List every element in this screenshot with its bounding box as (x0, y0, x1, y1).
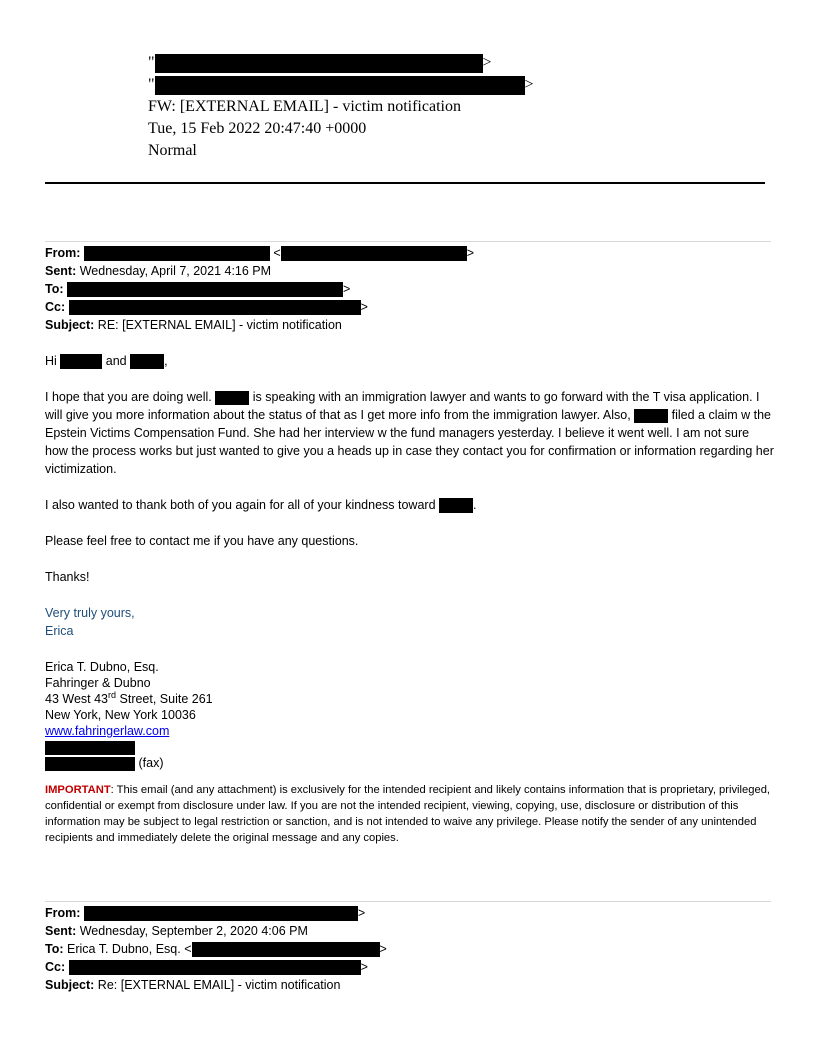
email2-cc-row: Cc: > (45, 960, 368, 974)
email1-subject-row: Subject: RE: [EXTERNAL EMAIL] - victim notification (45, 318, 342, 332)
email2-from-row: From: > (45, 906, 366, 920)
redaction-block (67, 282, 343, 297)
signature-city: New York, New York 10036 (45, 708, 196, 722)
redaction-block (634, 409, 668, 423)
redaction-block (60, 354, 102, 369)
email1-to-row: To: > (45, 282, 351, 296)
redaction-block (215, 391, 249, 405)
email1-subject-value: RE: [EXTERNAL EMAIL] - victim notification (97, 318, 342, 332)
signature-address: 43 West 43rd Street, Suite 261 (45, 689, 213, 706)
email1-paragraph-3: Please feel free to contact me if you have any questions. (45, 534, 359, 548)
header-importance-value: Normal (148, 142, 197, 159)
email1-closing: Very truly yours, (45, 606, 135, 620)
email1-paragraph-4: Thanks! (45, 570, 90, 584)
email1-sent-value: Wednesday, April 7, 2021 4:16 PM (79, 264, 272, 278)
email1-paragraph-2: I also wanted to thank both of you again for all of your kindness toward . (45, 498, 477, 512)
email-separator (45, 901, 771, 902)
redaction-block (45, 741, 135, 755)
email2-to-row: To: Erica T. Dubno, Esq. < > (45, 942, 387, 956)
email1-from-row: From: < > (45, 246, 475, 260)
redaction-block (439, 498, 473, 513)
redaction-block (84, 246, 270, 261)
redaction-block (130, 354, 164, 369)
email2-subject-value: Re: [EXTERNAL EMAIL] - victim notification (97, 978, 341, 992)
redaction-block (84, 906, 358, 921)
email1-paragraph-1: I hope that you are doing well. is speaking with an immigration lawyer and wants to go forward with the T visa application. I will give you more information about the status of that as I get more info from the immigration lawyer. Also, filed a claim w the Epstein Victims Compensation Fund. She had her interview w the fund managers yesterday. I believe it went well. I am not sure how the process works but just wanted to give you a heads up in case they contact you for confirmation or information regarding her victimization. (45, 390, 774, 476)
signature-name: Erica T. Dubno, Esq. (45, 660, 159, 674)
redaction-block (155, 76, 525, 95)
email1-greeting: Hi and , (45, 354, 168, 368)
disclaimer-text: : This email (and any attachment) is exclusively for the intended recipient and likely contains information that is proprietary, privileged, confidential or exempt from disclosure under law. If you are not the intended recipient, viewing, copying, use, disclosure or distribution of this information may be subject to legal restriction or sanction, and is not intended to waive any privilege. Please notify the sender of any unintended recipients and immediately delete the original message and any copies. (45, 784, 771, 844)
redaction-block (281, 246, 467, 261)
important-label: IMPORTANT (45, 784, 111, 796)
header-subject-value: FW: [EXTERNAL EMAIL] - victim notification (148, 98, 461, 115)
header-divider (45, 182, 765, 184)
redaction-block (192, 942, 380, 957)
redaction-block (155, 54, 483, 73)
redaction-block (69, 960, 361, 975)
email2-sent-row: Sent: Wednesday, September 2, 2020 4:06 PM (45, 924, 308, 938)
redaction-block (69, 300, 361, 315)
email1-signoff-name: Erica (45, 624, 74, 638)
header-date-value: Tue, 15 Feb 2022 20:47:40 +0000 (148, 120, 367, 137)
signature-block (45, 659, 213, 771)
email1-sent-row: Sent: Wednesday, April 7, 2021 4:16 PM (45, 264, 272, 278)
fax-label: (fax) (138, 756, 164, 770)
email2-subject-row: Subject: Re: [EXTERNAL EMAIL] - victim notification (45, 978, 341, 992)
email1-cc-row: Cc: > (45, 300, 368, 314)
signature-firm: Fahringer & Dubno (45, 676, 151, 690)
email-separator (45, 241, 771, 242)
email2-sent-value: Wednesday, September 2, 2020 4:06 PM (79, 924, 308, 938)
website-link[interactable]: www.fahringerlaw.com (45, 724, 170, 738)
legal-disclaimer (45, 782, 775, 846)
redaction-block (45, 757, 135, 771)
